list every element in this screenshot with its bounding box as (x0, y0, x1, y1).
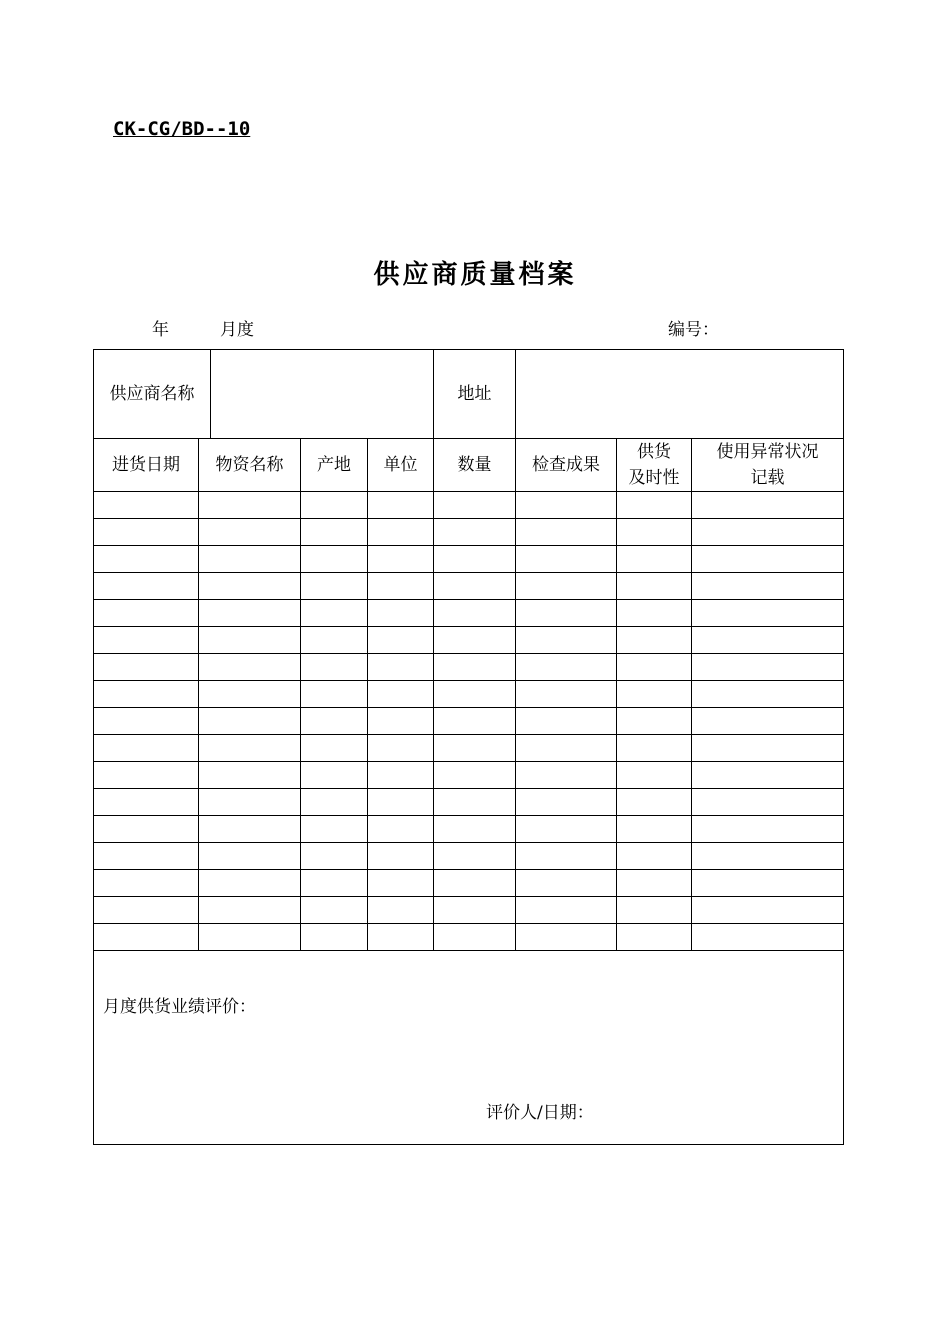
cell-inspection[interactable] (516, 519, 617, 546)
cell-timeliness[interactable] (617, 627, 692, 654)
table-row (94, 762, 844, 789)
table-row (94, 573, 844, 600)
cell-inspection[interactable] (516, 492, 617, 519)
cell-timeliness[interactable] (617, 870, 692, 897)
cell-anomaly[interactable] (692, 762, 844, 789)
cell-inspection[interactable] (516, 816, 617, 843)
cell-quantity[interactable] (434, 519, 516, 546)
supplier-name-field[interactable] (211, 350, 434, 439)
cell-origin[interactable] (301, 843, 368, 870)
cell-material[interactable] (199, 627, 301, 654)
cell-unit[interactable] (368, 897, 434, 924)
cell-date[interactable] (94, 654, 199, 681)
table-row (94, 546, 844, 573)
document-code: CK-CG/BD--10 (113, 118, 251, 140)
evaluator-date-label: 评价人/日期： (486, 1103, 594, 1123)
cell-origin[interactable] (301, 735, 368, 762)
cell-quantity[interactable] (434, 600, 516, 627)
cell-material[interactable] (199, 492, 301, 519)
cell-date[interactable] (94, 708, 199, 735)
col-header-origin: 产地 (301, 439, 368, 492)
cell-unit[interactable] (368, 681, 434, 708)
cell-quantity[interactable] (434, 735, 516, 762)
cell-material[interactable] (199, 708, 301, 735)
cell-unit[interactable] (368, 492, 434, 519)
cell-quantity[interactable] (434, 897, 516, 924)
cell-anomaly[interactable] (692, 492, 844, 519)
cell-origin[interactable] (301, 789, 368, 816)
cell-unit[interactable] (368, 789, 434, 816)
cell-unit[interactable] (368, 843, 434, 870)
cell-origin[interactable] (301, 924, 368, 951)
table-row (94, 627, 844, 654)
cell-inspection[interactable] (516, 843, 617, 870)
evaluation-label: 月度供货业绩评价： (103, 997, 256, 1017)
address-label: 地址 (434, 350, 516, 439)
col-header-material: 物资名称 (199, 439, 301, 492)
table-row (94, 735, 844, 762)
cell-date[interactable] (94, 789, 199, 816)
cell-material[interactable] (199, 573, 301, 600)
number-label: 编号： (668, 320, 719, 340)
cell-date[interactable] (94, 816, 199, 843)
table-row (94, 600, 844, 627)
cell-origin[interactable] (301, 654, 368, 681)
cell-origin[interactable] (301, 681, 368, 708)
cell-material[interactable] (199, 789, 301, 816)
cell-quantity[interactable] (434, 681, 516, 708)
cell-timeliness[interactable] (617, 654, 692, 681)
address-field[interactable] (516, 350, 844, 439)
cell-quantity[interactable] (434, 546, 516, 573)
cell-origin[interactable] (301, 708, 368, 735)
page-title: 供应商质量档案 (373, 260, 577, 290)
cell-timeliness[interactable] (617, 708, 692, 735)
cell-material[interactable] (199, 519, 301, 546)
cell-quantity[interactable] (434, 627, 516, 654)
table-row (94, 708, 844, 735)
cell-anomaly[interactable] (692, 546, 844, 573)
year-label: 年 (152, 320, 169, 340)
column-header-row (94, 439, 844, 492)
cell-quantity[interactable] (434, 870, 516, 897)
cell-date[interactable] (94, 627, 199, 654)
cell-anomaly[interactable] (692, 870, 844, 897)
cell-inspection[interactable] (516, 573, 617, 600)
table-row (94, 789, 844, 816)
cell-anomaly[interactable] (692, 681, 844, 708)
cell-origin[interactable] (301, 897, 368, 924)
cell-unit[interactable] (368, 627, 434, 654)
cell-origin[interactable] (301, 573, 368, 600)
cell-timeliness[interactable] (617, 924, 692, 951)
cell-inspection[interactable] (516, 735, 617, 762)
cell-anomaly[interactable] (692, 519, 844, 546)
cell-date[interactable] (94, 870, 199, 897)
info-row (94, 350, 844, 439)
cell-material[interactable] (199, 654, 301, 681)
cell-date[interactable] (94, 600, 199, 627)
cell-quantity[interactable] (434, 654, 516, 681)
cell-quantity[interactable] (434, 573, 516, 600)
cell-inspection[interactable] (516, 654, 617, 681)
cell-anomaly[interactable] (692, 573, 844, 600)
cell-inspection[interactable] (516, 681, 617, 708)
col-header-quantity: 数量 (434, 439, 516, 492)
cell-anomaly[interactable] (692, 789, 844, 816)
cell-date[interactable] (94, 492, 199, 519)
cell-unit[interactable] (368, 546, 434, 573)
cell-date[interactable] (94, 924, 199, 951)
cell-unit[interactable] (368, 654, 434, 681)
cell-material[interactable] (199, 843, 301, 870)
cell-origin[interactable] (301, 627, 368, 654)
cell-timeliness[interactable] (617, 600, 692, 627)
cell-origin[interactable] (301, 492, 368, 519)
cell-inspection[interactable] (516, 708, 617, 735)
cell-inspection[interactable] (516, 897, 617, 924)
cell-quantity[interactable] (434, 708, 516, 735)
table-row (94, 654, 844, 681)
month-label: 月度 (220, 320, 254, 340)
table-row (94, 681, 844, 708)
table-row (94, 897, 844, 924)
cell-date[interactable] (94, 762, 199, 789)
cell-quantity[interactable] (434, 492, 516, 519)
cell-timeliness[interactable] (617, 843, 692, 870)
cell-timeliness[interactable] (617, 573, 692, 600)
cell-anomaly[interactable] (692, 816, 844, 843)
cell-date[interactable] (94, 897, 199, 924)
table-row (94, 492, 844, 519)
cell-timeliness[interactable] (617, 519, 692, 546)
table-row (94, 816, 844, 843)
cell-anomaly[interactable] (692, 708, 844, 735)
cell-date[interactable] (94, 735, 199, 762)
cell-timeliness[interactable] (617, 897, 692, 924)
col-header-inspection: 检查成果 (516, 439, 617, 492)
cell-inspection[interactable] (516, 762, 617, 789)
cell-date[interactable] (94, 573, 199, 600)
cell-timeliness[interactable] (617, 762, 692, 789)
cell-origin[interactable] (301, 816, 368, 843)
cell-anomaly[interactable] (692, 897, 844, 924)
cell-quantity[interactable] (434, 924, 516, 951)
cell-date[interactable] (94, 843, 199, 870)
cell-origin[interactable] (301, 870, 368, 897)
col-header-date: 进货日期 (94, 439, 199, 492)
cell-anomaly[interactable] (692, 843, 844, 870)
cell-material[interactable] (199, 600, 301, 627)
cell-unit[interactable] (368, 735, 434, 762)
cell-unit[interactable] (368, 708, 434, 735)
cell-material[interactable] (199, 897, 301, 924)
cell-anomaly[interactable] (692, 627, 844, 654)
cell-unit[interactable] (368, 600, 434, 627)
cell-inspection[interactable] (516, 627, 617, 654)
cell-material[interactable] (199, 762, 301, 789)
cell-anomaly[interactable] (692, 600, 844, 627)
cell-quantity[interactable] (434, 816, 516, 843)
cell-timeliness[interactable] (617, 681, 692, 708)
cell-inspection[interactable] (516, 600, 617, 627)
cell-material[interactable] (199, 546, 301, 573)
cell-material[interactable] (199, 681, 301, 708)
table-row (94, 870, 844, 897)
col-header-unit: 单位 (368, 439, 434, 492)
cell-material[interactable] (199, 735, 301, 762)
table-row (94, 519, 844, 546)
cell-unit[interactable] (368, 924, 434, 951)
cell-timeliness[interactable] (617, 546, 692, 573)
cell-origin[interactable] (301, 546, 368, 573)
supplier-name-label: 供应商名称 (94, 350, 211, 439)
cell-material[interactable] (199, 924, 301, 951)
cell-anomaly[interactable] (692, 654, 844, 681)
cell-timeliness[interactable] (617, 816, 692, 843)
cell-timeliness[interactable] (617, 492, 692, 519)
cell-unit[interactable] (368, 762, 434, 789)
cell-quantity[interactable] (434, 762, 516, 789)
cell-unit[interactable] (368, 816, 434, 843)
cell-date[interactable] (94, 681, 199, 708)
table-row (94, 924, 844, 951)
cell-anomaly[interactable] (692, 735, 844, 762)
col-header-anomaly: 使用异常状况 记载 (692, 439, 844, 492)
evaluation-row (94, 951, 844, 1145)
cell-inspection[interactable] (516, 546, 617, 573)
cell-date[interactable] (94, 546, 199, 573)
cell-unit[interactable] (368, 573, 434, 600)
cell-unit[interactable] (368, 870, 434, 897)
cell-inspection[interactable] (516, 924, 617, 951)
cell-origin[interactable] (301, 519, 368, 546)
cell-timeliness[interactable] (617, 735, 692, 762)
table-row (94, 843, 844, 870)
cell-material[interactable] (199, 816, 301, 843)
cell-timeliness[interactable] (617, 789, 692, 816)
cell-anomaly[interactable] (692, 924, 844, 951)
cell-date[interactable] (94, 519, 199, 546)
cell-quantity[interactable] (434, 843, 516, 870)
cell-unit[interactable] (368, 519, 434, 546)
supplier-quality-table (93, 349, 844, 1145)
cell-inspection[interactable] (516, 870, 617, 897)
cell-origin[interactable] (301, 600, 368, 627)
cell-material[interactable] (199, 870, 301, 897)
col-header-timeliness: 供货 及时性 (617, 439, 692, 492)
cell-quantity[interactable] (434, 789, 516, 816)
evaluation-cell[interactable] (94, 951, 844, 1145)
cell-origin[interactable] (301, 762, 368, 789)
cell-inspection[interactable] (516, 789, 617, 816)
